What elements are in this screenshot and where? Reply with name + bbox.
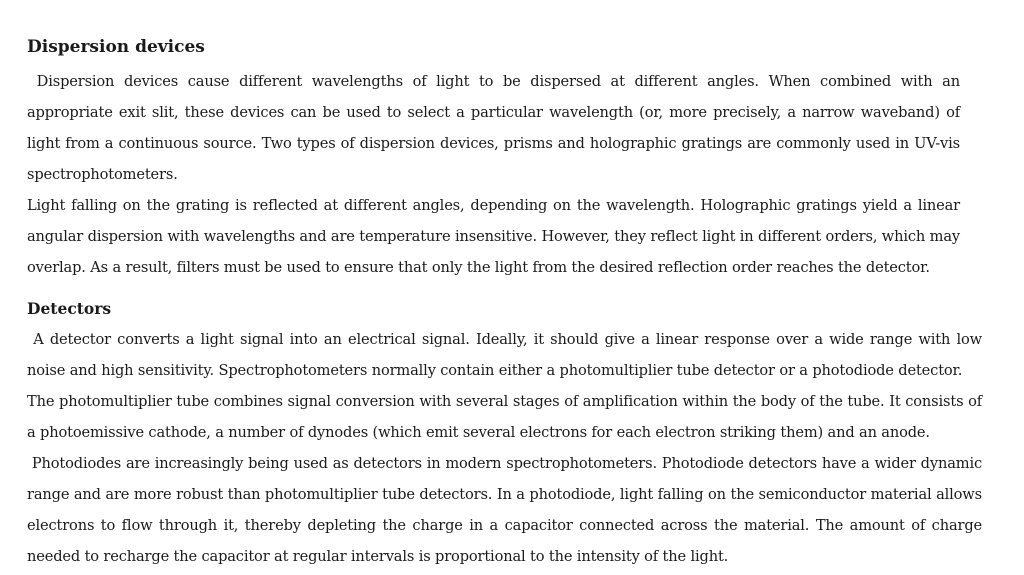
paragraph: The photomultiplier tube combines signal conversion with several stages of amplification within the body of the tube. It consists of a photoemissive cathode, a number of dynodes (which emit several electrons for each electron striking them) and an anode. <box>27 393 982 441</box>
paragraph: Photodiodes are increasingly being used as detectors in modern spectrophotometers. Photodiode detectors have a wider dynamic range and are more robust than photomultiplier tube detectors. In a photodiode, light falling on the semiconductor material allows electrons to flow through it, thereby depleting the charge in a capacitor connected across the material. The amount of charge needed to recharge the capacitor at regular intervals is proportional to the intensity of the light. <box>27 455 987 565</box>
section-title-dispersion-devices: Dispersion devices <box>27 37 205 57</box>
section-body-dispersion-devices <box>27 66 965 283</box>
paragraph: Dispersion devices cause different wavelengths of light to be dispersed at different angles. When combined with an appropriate exit slit, these devices can be used to select a particular wavelength (or, more precisely, a narrow waveband) of light from a continuous source. Two types of dispersion devices, prisms and holographic gratings are commonly used in UV-vis spectrophotometers. <box>27 73 965 183</box>
section-body-detectors <box>27 324 987 572</box>
paragraph: A detector converts a light signal into an electrical signal. Ideally, it should give a linear response over a wide range with low noise and high sensitivity. Spectrophotometers normally contain either a photomultiplier tube detector or a photodiode detector. <box>27 331 987 379</box>
paragraph: Light falling on the grating is reflected at different angles, depending on the wavelength. Holographic gratings yield a linear angular dispersion with wavelengths and are temperature insensitive. However, they reflect light in different orders, which may overlap. As a result, filters must be used to ensure that only the light from the desired reflection order reaches the detector. <box>27 197 960 276</box>
section-title-detectors: Detectors <box>27 299 112 318</box>
